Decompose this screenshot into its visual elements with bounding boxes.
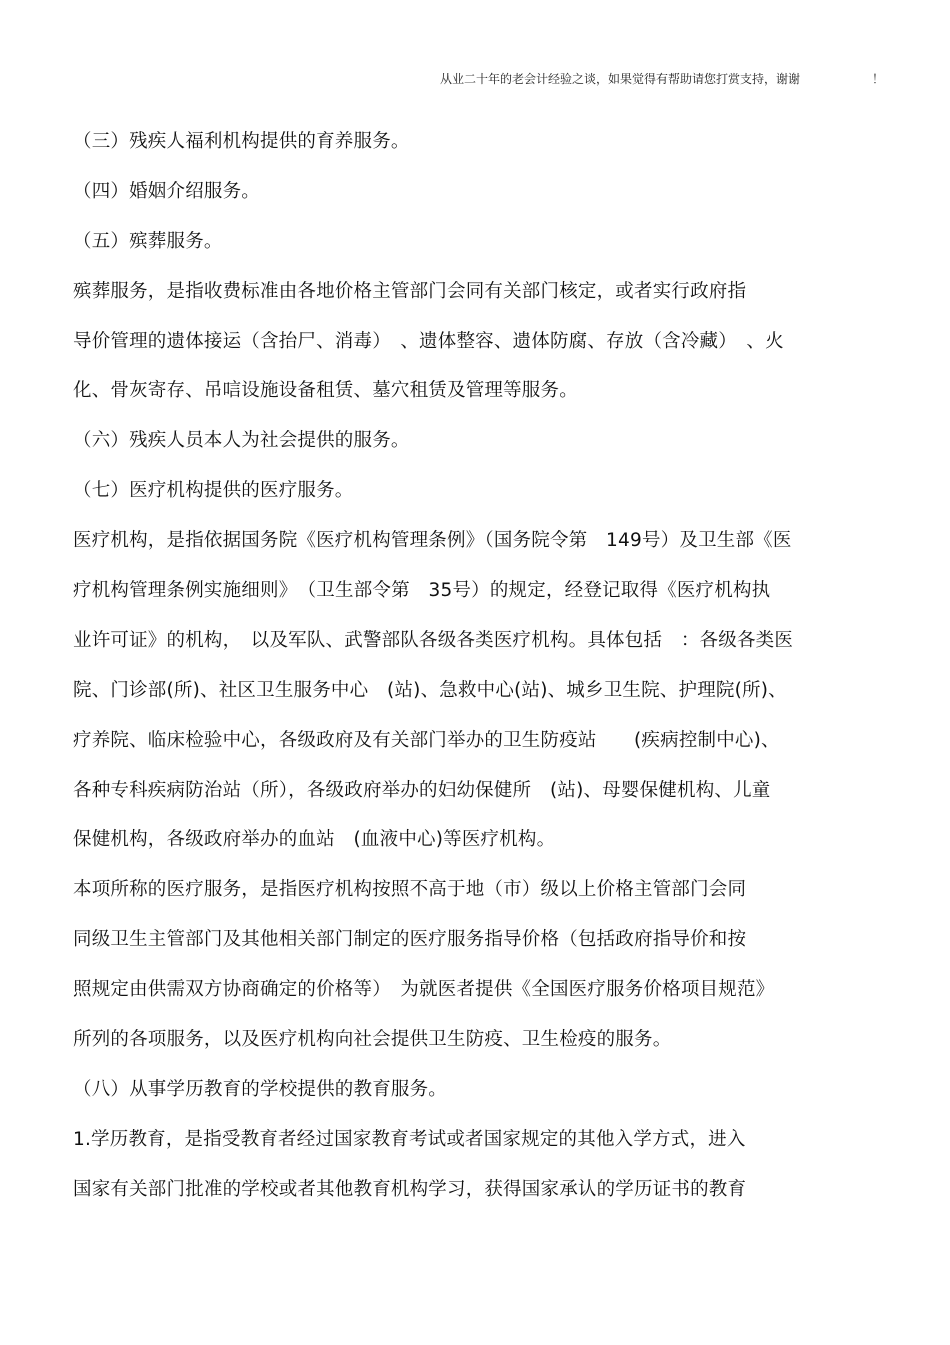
text-line: 业许可证》的机构， 以及军队、武警部队各级各类医疗机构。具体包括 ：各级各类医 bbox=[73, 630, 794, 651]
text-line: 各种专科疾病防治站（所），各级政府举办的妇幼保健所 (站)、母婴保健机构、儿童 bbox=[73, 780, 771, 801]
header-exclamation: ！ bbox=[872, 72, 885, 86]
text-line: 疗养院、临床检验中心，各级政府及有关部门举办的卫生防疫站 (疾病控制中心)、 bbox=[73, 730, 780, 751]
text-line: 化、骨灰寄存、吊唁设施设备租赁、墓穴租赁及管理等服务。 bbox=[73, 380, 578, 401]
text-line: 殡葬服务，是指收费标准由各地价格主管部门会同有关部门核定，或者实行政府指 bbox=[73, 281, 747, 302]
text-line: 照规定由供需双方协商确定的价格等） 为就医者提供《全国医疗服务价格项目规范》 bbox=[73, 979, 775, 1000]
text-line: 保健机构，各级政府举办的血站 (血液中心)等医疗机构。 bbox=[73, 829, 556, 850]
text-line: （六）残疾人员本人为社会提供的服务。 bbox=[73, 430, 410, 451]
text-line: 所列的各项服务，以及医疗机构向社会提供卫生防疫、卫生检疫的服务。 bbox=[73, 1029, 672, 1050]
text-line: （四）婚姻介绍服务。 bbox=[73, 181, 261, 202]
header-note: 从业二十年的老会计经验之谈，如果觉得有帮助请您打赏支持，谢谢 bbox=[440, 72, 801, 86]
text-line: （五）殡葬服务。 bbox=[73, 231, 223, 252]
text-line: 疗机构管理条例实施细则》 （卫生部令第 35号）的规定，经登记取得《医疗机构执 bbox=[73, 580, 771, 601]
page-header bbox=[440, 70, 885, 87]
text-line: 1.学历教育，是指受教育者经过国家教育考试或者国家规定的其他入学方式，进入 bbox=[73, 1129, 746, 1150]
text-line: （八）从事学历教育的学校提供的教育服务。 bbox=[73, 1079, 448, 1100]
text-line: 院、门诊部(所)、社区卫生服务中心 (站)、急救中心(站)、城乡卫生院、护理院(所)、 bbox=[73, 680, 787, 701]
text-line: 国家有关部门批准的学校或者其他教育机构学习，获得国家承认的学历证书的教育 bbox=[73, 1179, 747, 1200]
text-line: （三）残疾人福利机构提供的育养服务。 bbox=[73, 131, 410, 152]
text-line: （七）医疗机构提供的医疗服务。 bbox=[73, 480, 354, 501]
text-line: 导价管理的遗体接运（含抬尸、消毒） 、遗体整容、遗体防腐、存放（含冷藏） 、火 bbox=[73, 331, 784, 352]
text-line: 同级卫生主管部门及其他相关部门制定的医疗服务指导价格（包括政府指导价和按 bbox=[73, 929, 747, 950]
text-line: 本项所称的医疗服务，是指医疗机构按照不高于地（市）级以上价格主管部门会同 bbox=[73, 879, 747, 900]
text-line: 医疗机构，是指依据国务院《医疗机构管理条例》（国务院令第 149号）及卫生部《医 bbox=[73, 530, 792, 551]
